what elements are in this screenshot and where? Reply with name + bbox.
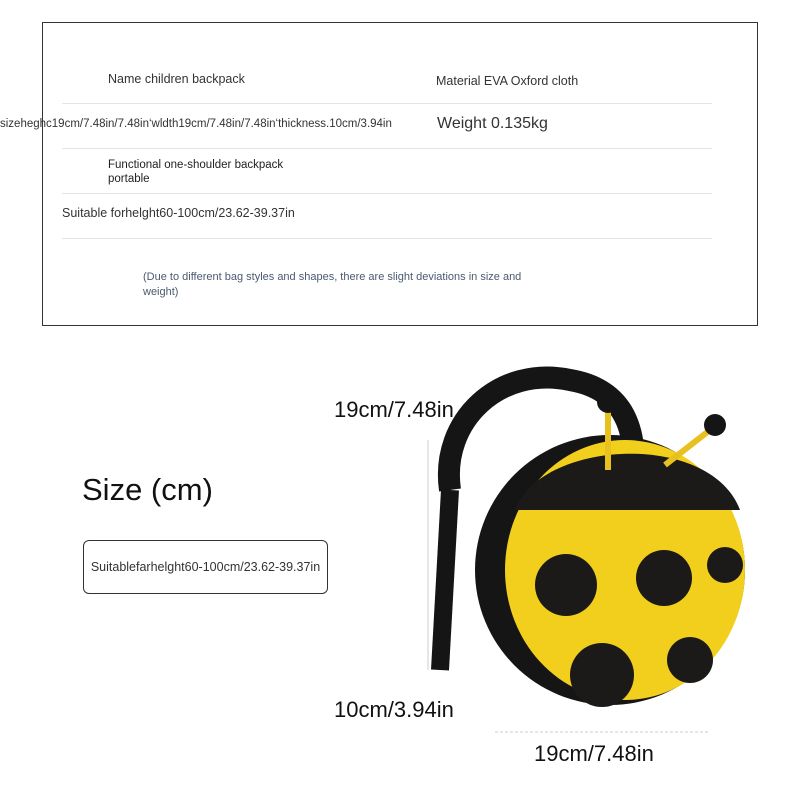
spot (535, 554, 597, 616)
spot (667, 637, 713, 683)
spec-name: Name children backpack (108, 72, 245, 86)
antenna-tip (704, 414, 726, 436)
spec-size: sizeheghc19cm/7.48in/7.48in‘wldth19cm/7.48in/7.48in‘thickness.10cm/3.94in (0, 118, 392, 130)
spec-function (108, 158, 283, 186)
spec-material: Material EVA Oxford cloth (436, 74, 579, 88)
antenna-tip (597, 391, 619, 413)
suitable-height-box: Suitablefarhelght60-100cm/23.62-39.37in (83, 540, 328, 594)
thickness-label: 10cm/3.94in (334, 697, 454, 722)
spot (570, 643, 634, 707)
spec-suitable: Suitable forhelght60-100cm/23.62-39.37in (62, 206, 295, 220)
spec-weight: Weight 0.135kg (437, 115, 548, 132)
note-line: (Due to different bag styles and shapes, there are slight deviations in size and (143, 271, 522, 283)
note-line: weight) (143, 286, 179, 298)
divider (62, 103, 712, 104)
spot (636, 550, 692, 606)
spot (707, 547, 743, 583)
ladybug-backpack-image (420, 360, 780, 740)
size-title: Size (cm) (82, 472, 213, 507)
width-label: 19cm/7.48in (534, 741, 654, 766)
strap (440, 490, 450, 670)
height-label: 19cm/7.48in (334, 397, 454, 422)
function-line: portable (108, 173, 150, 185)
function-line: Functional one-shoulder backpack (108, 159, 284, 171)
divider (62, 238, 712, 239)
divider (62, 148, 712, 149)
deviation-note (143, 270, 521, 300)
divider (62, 193, 712, 194)
